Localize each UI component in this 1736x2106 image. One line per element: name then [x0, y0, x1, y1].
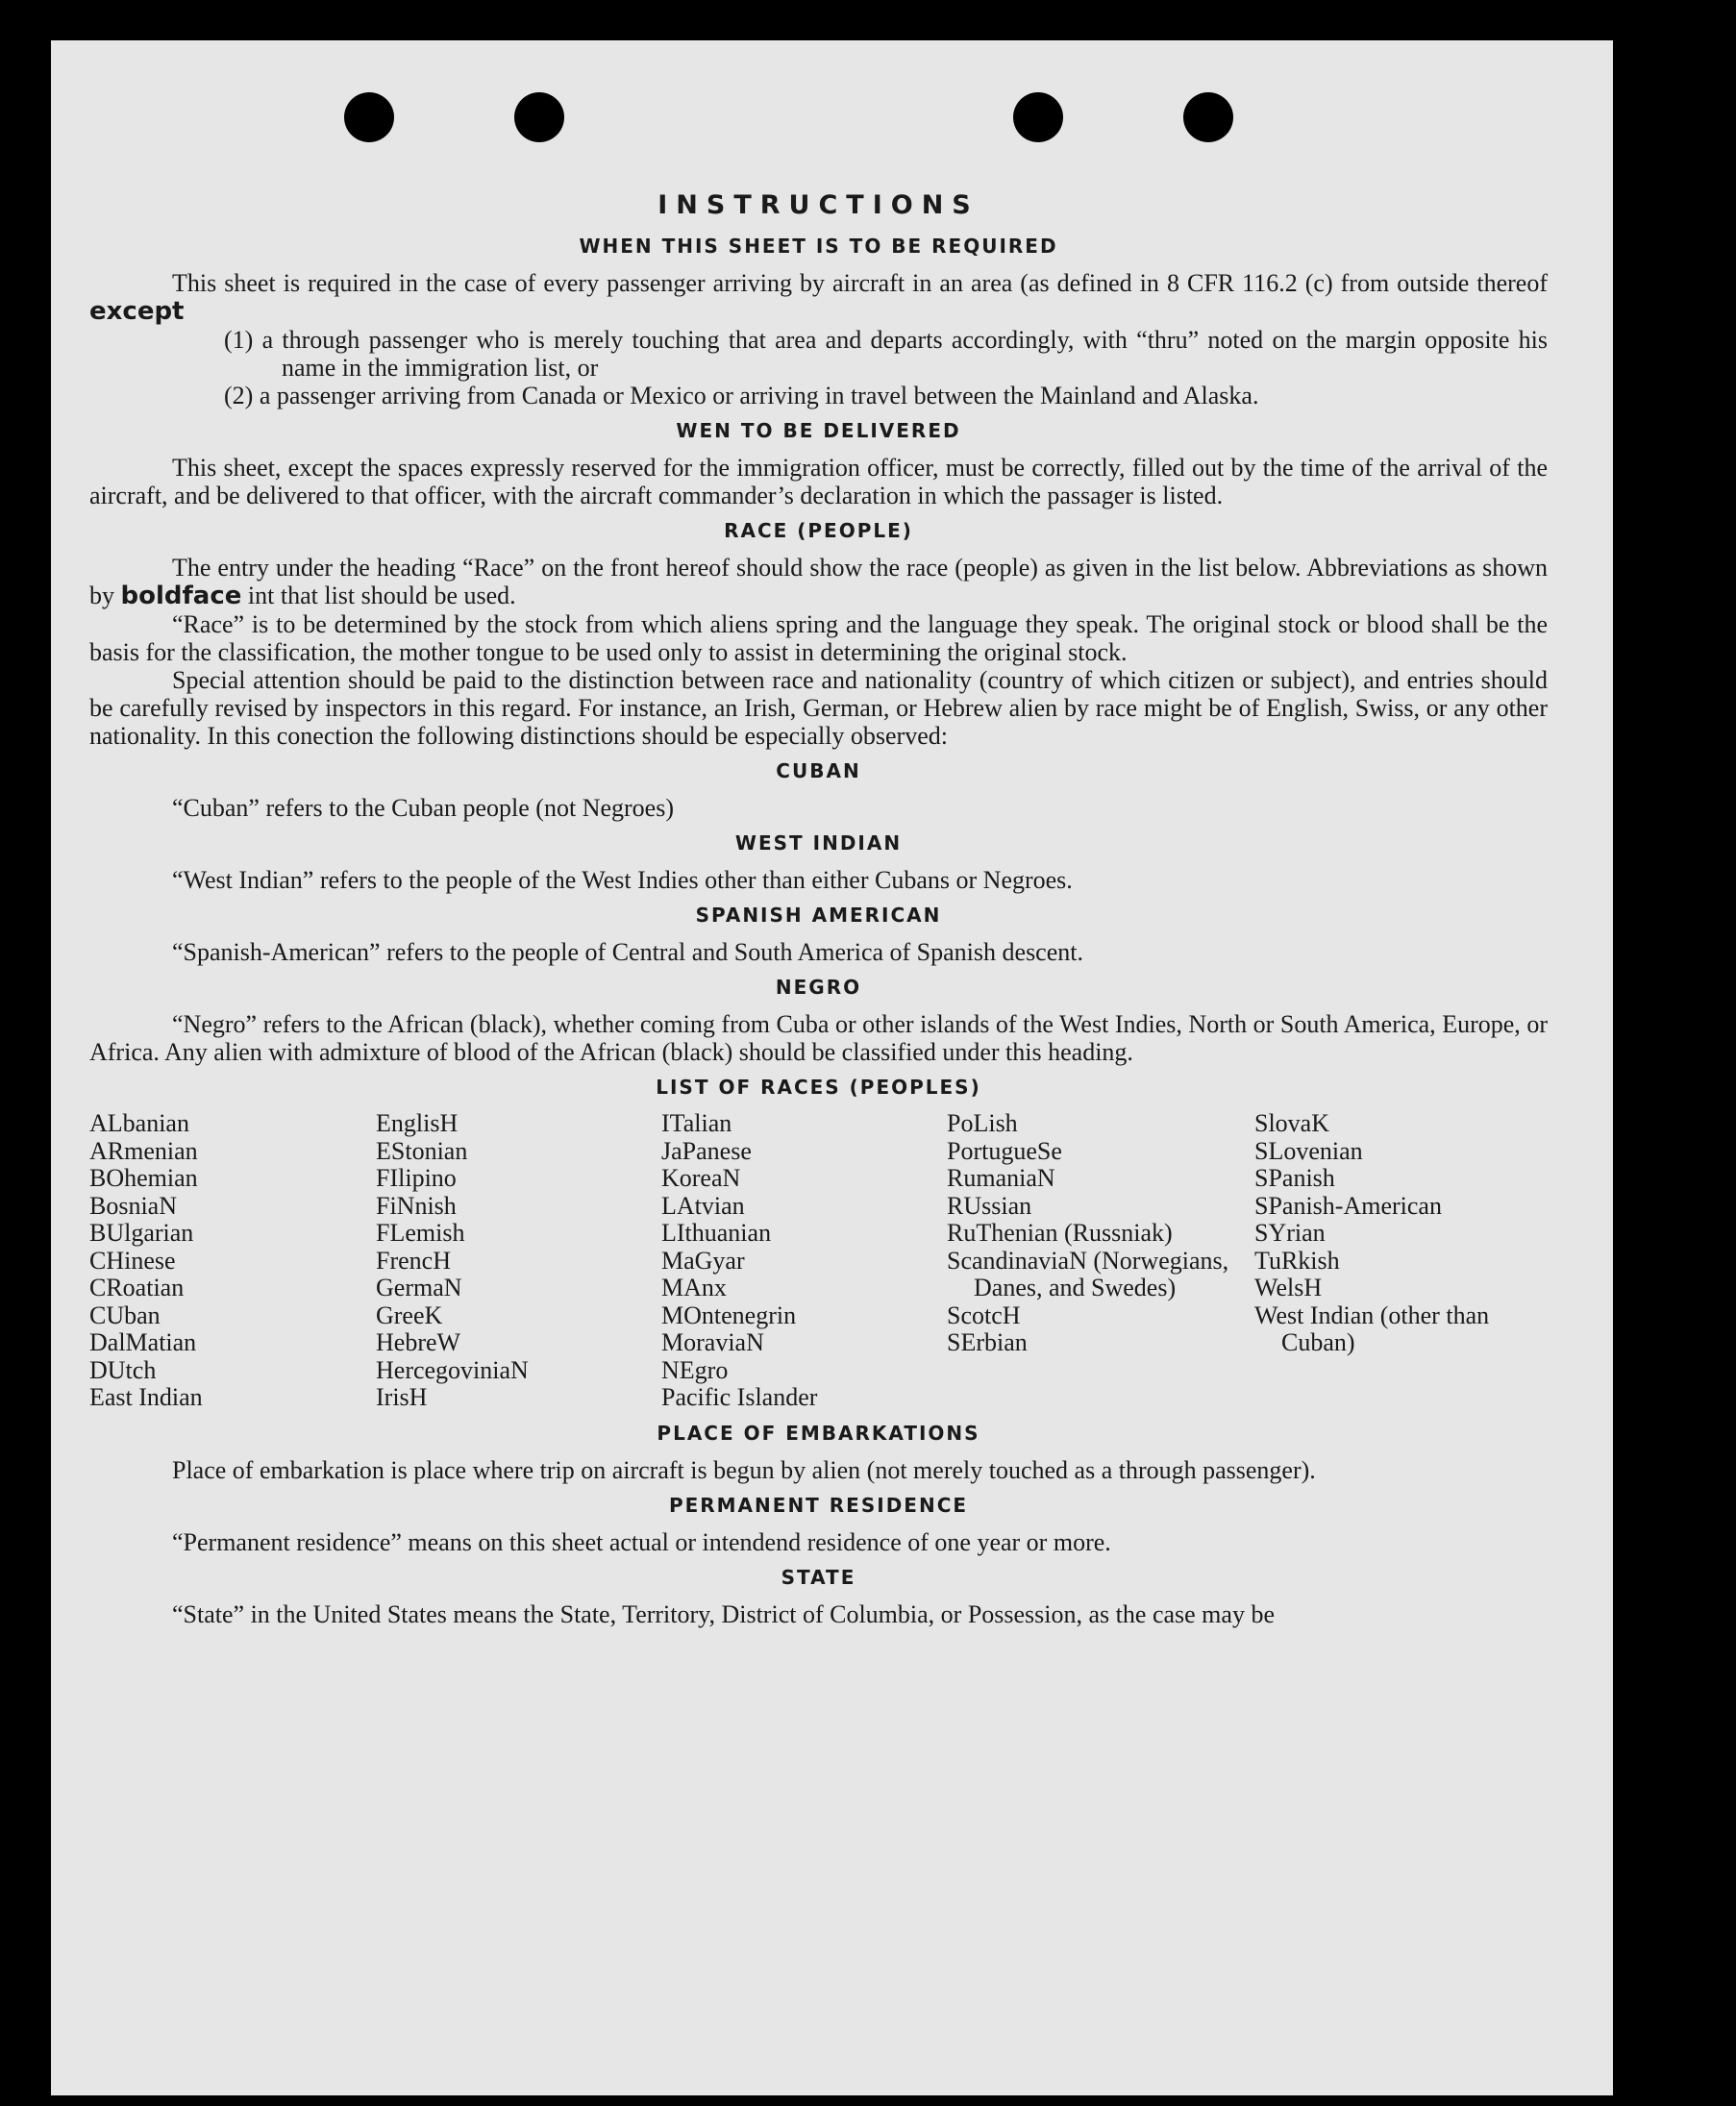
spanish-american-text: “Spanish-American” refers to the people of Central and South America of Spanish descent.: [172, 938, 1083, 966]
heading-when-required: WHEN THIS SHEET IS TO BE REQUIRED: [579, 235, 1058, 258]
except-word: except: [89, 297, 185, 326]
race-item: GreeK: [376, 1301, 443, 1329]
race-item: ITalian: [661, 1109, 732, 1137]
race-item: DalMatian: [89, 1328, 197, 1356]
race-item: SErbian: [947, 1328, 1028, 1356]
heading-when-delivered: WEN TO BE DELIVERED: [676, 419, 961, 442]
race-item: DUtch: [89, 1355, 157, 1384]
race-item: FrencH: [376, 1246, 451, 1275]
race-item: JaPanese: [661, 1136, 752, 1165]
race-item: CRoatian: [89, 1274, 185, 1301]
race-column: [661, 1110, 947, 1412]
race-item: ALbanian: [89, 1109, 189, 1137]
document-sheet: [51, 40, 1613, 2095]
race-item: MaGyar: [661, 1246, 745, 1275]
race-item: RUssian: [947, 1191, 1032, 1220]
permanent-residence-text: “Permanent residence” means on this sheet actual or intendend residence of one year or more.: [172, 1527, 1111, 1556]
race-item: NEgro: [661, 1355, 729, 1384]
race-item: BOhemian: [89, 1164, 198, 1192]
race-item: EnglisH: [376, 1109, 459, 1137]
race-item: PoLish: [947, 1109, 1018, 1137]
state-text: “State” in the United States means the State, Territory, District of Columbia, or Possession, as the case may be: [172, 1599, 1275, 1628]
heading-west-indian: WEST INDIAN: [734, 831, 903, 855]
race-item: KoreaN: [661, 1164, 741, 1192]
race-item: SLovenian: [1254, 1136, 1363, 1165]
race-item: MOntenegrin: [661, 1301, 797, 1329]
page-title: INSTRUCTIONS: [657, 190, 980, 220]
place-of-embarkation-text: Place of embarkation is place where trip on aircraft is begun by alien (not merely touched as a through passenger).: [172, 1455, 1316, 1484]
race-item: SlovaK: [1254, 1109, 1329, 1137]
race-paragraph-3: Special attention should be paid to the distinction between race and nationality (country of which citizen or subject), and entries should be carefully revised by inspectors in this regard. For instance, an Irish, German, or Hebrew alien by race might be of English, Swiss, or any other nationality. In this conection the following distinctions should be especially observed:: [89, 666, 1548, 750]
punch-hole: [344, 92, 394, 142]
heading-place-of-embarkation: PLACE OF EMBARKATIONS: [657, 1421, 980, 1445]
race-item: PortugueSe: [947, 1136, 1062, 1165]
race-item: SYrian: [1254, 1219, 1326, 1247]
race-column: [376, 1110, 661, 1412]
boldface-word: boldface: [120, 582, 242, 610]
exception-item: (2) a passenger arriving from Canada or Mexico or arriving in travel between the Mainland and Alaska.: [224, 382, 1259, 409]
race-item: HercegoviniaN: [376, 1355, 529, 1384]
heading-spanish-american: SPANISH AMERICAN: [695, 904, 942, 927]
race-item: SPanish: [1254, 1164, 1335, 1192]
race-list: [89, 1110, 1548, 1412]
race-item: ScandinaviaN (Norwegians, Danes, and Swedes): [947, 1246, 1229, 1301]
punch-hole: [514, 92, 564, 142]
race-item: LIthuanian: [661, 1219, 772, 1247]
when-delivered-text: This sheet, except the spaces expressly reserved for the immigration officer, must be correctly, filled out by the time of the arrival of the aircraft, and be delivered to that officer, with the aircraft commander’s declaration in which the passager is listed.: [89, 454, 1548, 509]
race-column: [89, 1110, 376, 1412]
when-required-intro: This sheet is required in the case of every passenger arriving by aircraft in an area (as defined in 8 CFR 116.2 (c) from outside thereof except: [89, 269, 1548, 326]
race-item: ScotcH: [947, 1301, 1021, 1329]
exception-item: (1) a through passenger who is merely touching that area and departs accordingly, with “thru” noted on the margin opposite his name in the immigration list, or: [224, 326, 1548, 382]
exception-list: [89, 326, 1548, 409]
race-item: EStonian: [376, 1136, 468, 1165]
race-item: LAtvian: [661, 1191, 745, 1220]
race-item: ARmenian: [89, 1136, 198, 1165]
race-item: East Indian: [89, 1383, 203, 1411]
race-item: SPanish-American: [1254, 1191, 1442, 1220]
race-item: WelsH: [1254, 1274, 1323, 1301]
race-item: CUban: [89, 1301, 161, 1329]
race-item: HebreW: [376, 1328, 461, 1356]
negro-text: “Negro” refers to the African (black), whether coming from Cuba or other islands of the West Indies, North or South America, Europe, or Africa. Any alien with admixture of blood of the African (black) should be classified under this heading.: [89, 1010, 1548, 1066]
race-item: TuRkish: [1254, 1246, 1340, 1275]
heading-negro: NEGRO: [775, 976, 862, 999]
punch-hole: [1013, 92, 1063, 142]
race-item: RumaniaN: [947, 1164, 1055, 1192]
heading-race: RACE (PEOPLE): [724, 519, 913, 542]
heading-cuban: CUBAN: [776, 759, 861, 782]
instructions-content: [89, 186, 1548, 1628]
race-item: MoraviaN: [661, 1328, 764, 1356]
race-column: [1254, 1110, 1548, 1412]
race-item: Pacific Islander: [661, 1383, 818, 1411]
race-item: West Indian (other than Cuban): [1254, 1301, 1490, 1356]
heading-list-of-races: LIST OF RACES (PEOPLES): [656, 1076, 981, 1099]
race-paragraph-1: The entry under the heading “Race” on the front hereof should show the race (people) as given in the list below. Abbreviations as shown by boldface int that list should be used.: [89, 554, 1548, 610]
race-item: FLemish: [376, 1219, 465, 1247]
race-item: FiNnish: [376, 1191, 457, 1220]
punch-hole: [1183, 92, 1233, 142]
race-item: BUlgarian: [89, 1219, 194, 1247]
race-item: IrisH: [376, 1383, 428, 1411]
west-indian-text: “West Indian” refers to the people of the West Indies other than either Cubans or Negroes.: [172, 866, 1073, 894]
race-item: CHinese: [89, 1246, 176, 1275]
race-paragraph-2: “Race” is to be determined by the stock from which aliens spring and the language they speak. The original stock or blood shall be the basis for the classification, the mother tongue to be used only to assist in determining the original stock.: [89, 610, 1548, 666]
cuban-text: “Cuban” refers to the Cuban people (not Negroes): [172, 794, 674, 822]
race-item: GermaN: [376, 1274, 462, 1301]
heading-permanent-residence: PERMANENT RESIDENCE: [668, 1493, 969, 1517]
race-item: BosniaN: [89, 1191, 177, 1220]
race-column: [947, 1110, 1254, 1412]
race-item: FIlipino: [376, 1164, 457, 1192]
race-item: RuThenian (Russniak): [947, 1219, 1173, 1247]
race-item: MAnx: [661, 1274, 727, 1301]
heading-state: STATE: [781, 1565, 856, 1589]
